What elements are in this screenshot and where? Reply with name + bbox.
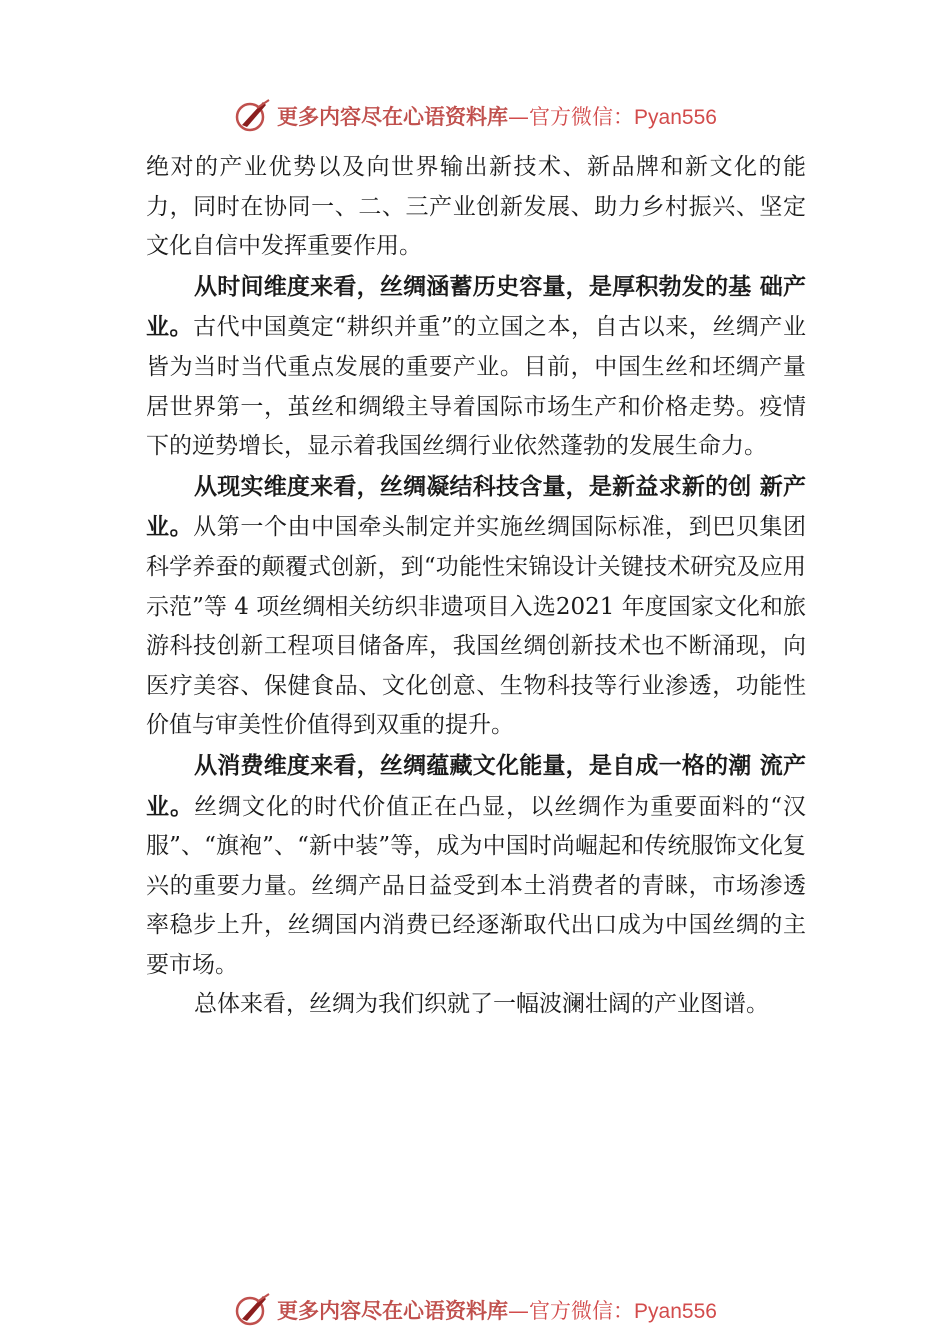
document-body: [146, 148, 806, 1025]
footer-banner-text: [277, 1295, 717, 1325]
paragraph-2-text: 古代中国奠定“耕织并重”的立国之本，自古以来，丝绸产业皆为当时当代重点发展的重要产业。目前，中国生丝和坯绸产量居世界第一，茧丝和绸缎主导着国际市场生产和价格走势。疫情下的逆势增长，显示着我国丝绸行业依然蓬勃的发展生命力。: [146, 314, 806, 460]
quill-logo-icon: [233, 98, 271, 134]
footer-banner-title: 更多内容尽在心语资料库: [277, 1298, 509, 1323]
paragraph-4: [146, 746, 806, 986]
header-banner-text: [277, 101, 717, 131]
paragraph-5: 总体来看，丝绸为我们织就了一幅波澜壮阔的产业图谱。: [194, 991, 769, 1018]
paragraph-2-heading: 从时间维度来看，丝绸涵蓄历史容量，是厚积勃发的基 础产业。: [146, 272, 806, 341]
header-banner-title: 更多内容尽在心语资料库: [277, 104, 509, 129]
quill-logo-icon: [233, 1292, 271, 1328]
paragraph-4-heading: 从消费维度来看，丝绸蕴藏文化能量，是自成一格的潮 流产业。: [146, 751, 806, 820]
header-banner: [0, 96, 950, 136]
header-banner-wechat-label: —官方微信：: [508, 105, 635, 129]
paragraph-3: [146, 467, 806, 746]
paragraph-2: [146, 267, 806, 467]
paragraph-4-text: 丝绸文化的时代价值正在凸显，以丝绸作为重要面料的“汉服”、“旗袍”、“新中装”等，成为中国时尚崛起和传统服饰文化复兴的重要力量。丝绸产品日益受到本土消费者的青睐，市场渗透率稳步上升，丝绸国内消费已经逐渐取代出口成为中国丝绸的主要市场。: [146, 793, 807, 978]
footer-banner: [0, 1290, 950, 1330]
paragraph-1: 绝对的产业优势以及向世界输出新技术、新品牌和新文化的能力，同时在协同一、二、三产业创新发展、助力乡村振兴、坚定文化自信中发挥重要作用。: [146, 154, 806, 260]
paragraph-3-text: 从第一个由中国牵头制定并实施丝绸国际标准，到巴贝集团科学养蚕的颠覆式创新，到“功能性宋锦设计关键技术研究及应用示范”等 4 项丝绸相关纺织非遗项目入选2021 年度国家文化和旅游科技创新工程项目储备库，我国丝绸创新技术也不断涌现，向医疗美容、保健食品、文化创意、生物科技等行业渗透，功能性价值与审美性价值得到双重的提升。: [146, 514, 807, 739]
header-banner-wechat-id: Pyan556: [634, 106, 717, 129]
footer-banner-wechat-label: —官方微信：: [508, 1299, 635, 1323]
footer-banner-wechat-id: Pyan556: [634, 1300, 717, 1323]
paragraph-3-heading: 从现实维度来看，丝绸凝结科技含量，是新益求新的创 新产业。: [146, 472, 806, 541]
